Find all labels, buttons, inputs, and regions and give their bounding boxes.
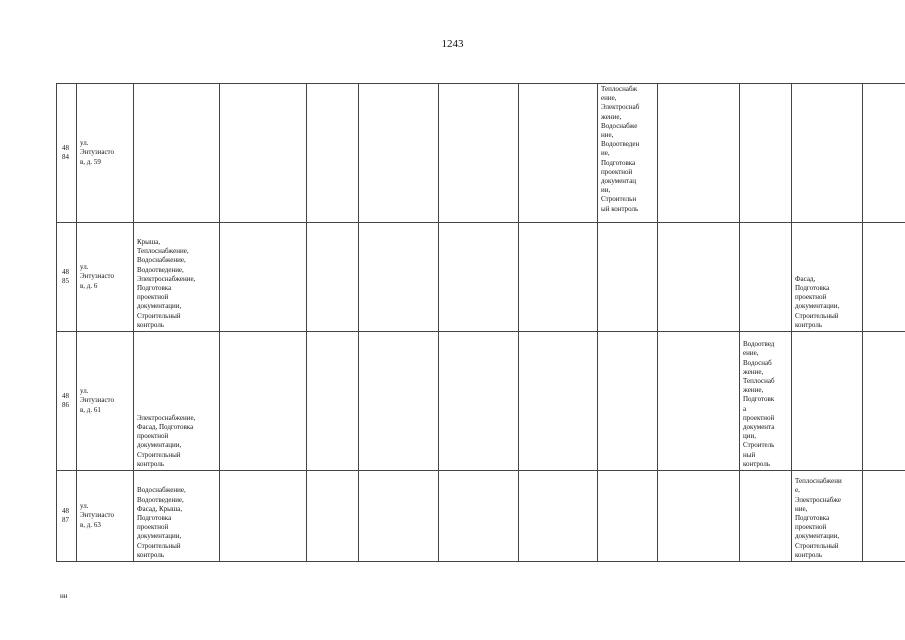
works-cell: Крыша, Теплоснабжение, Водоснабжение, Водоотведение, Электроснабжение, Подготовка проектной документации, Строительный контроль — [134, 223, 220, 332]
empty-cell — [658, 471, 740, 562]
page-number: 1243 — [441, 38, 464, 50]
works-cell: Электроснабжение, Фасад, Подготовка проектной документации, Строительный контроль — [134, 332, 220, 471]
works-cell: Теплоснабж ение, Электроснаб жение, Водоснабже ние, Водоотведен ие, Подготовка проектной документац ии, Строительн ый контроль — [598, 84, 658, 223]
address-cell: ул. Энтузиасто в, д. 59 — [77, 84, 134, 223]
works-cell — [598, 223, 658, 332]
works-cell: Водоотвед ение, Водоснаб жение, Теплоснаб жение, Подготовк а проектной документа ции, Строитель ный контроль — [740, 332, 792, 471]
row-number: 48 84 — [57, 84, 77, 223]
address-cell: ул. Энтузиасто в, д. 63 — [77, 471, 134, 562]
empty-cell — [359, 471, 439, 562]
empty-cell — [863, 471, 905, 562]
works-cell — [740, 223, 792, 332]
empty-cell — [307, 471, 359, 562]
table-row — [57, 223, 905, 332]
empty-cell — [658, 332, 740, 471]
empty-cell — [220, 471, 307, 562]
empty-cell — [439, 471, 519, 562]
address-cell: ул. Энтузиасто в, д. 61 — [77, 332, 134, 471]
table-row — [57, 332, 905, 471]
empty-cell — [519, 471, 598, 562]
empty-cell — [519, 84, 598, 223]
works-cell — [598, 332, 658, 471]
empty-cell — [658, 223, 740, 332]
empty-cell — [439, 223, 519, 332]
empty-cell — [519, 332, 598, 471]
works-cell: Водоснабжение, Водоотведение, Фасад, Крыша, Подготовка проектной документации, Строительный контроль — [134, 471, 220, 562]
empty-cell — [307, 332, 359, 471]
empty-cell — [220, 332, 307, 471]
table-row — [57, 471, 905, 562]
works-cell — [740, 471, 792, 562]
empty-cell — [359, 223, 439, 332]
works-cell — [740, 84, 792, 223]
table-row — [57, 84, 905, 223]
empty-cell — [863, 84, 905, 223]
works-cell — [792, 84, 863, 223]
footer-mark: нн — [60, 592, 68, 600]
works-cell — [792, 332, 863, 471]
works-cell — [598, 471, 658, 562]
address-cell: ул. Энтузиасто в, д. 6 — [77, 223, 134, 332]
empty-cell — [658, 84, 740, 223]
empty-cell — [863, 332, 905, 471]
row-number: 48 87 — [57, 471, 77, 562]
repair-plan-table — [56, 83, 905, 562]
row-number: 48 86 — [57, 332, 77, 471]
works-cell — [134, 84, 220, 223]
empty-cell — [359, 84, 439, 223]
empty-cell — [307, 223, 359, 332]
empty-cell — [439, 332, 519, 471]
empty-cell — [307, 84, 359, 223]
empty-cell — [519, 223, 598, 332]
empty-cell — [439, 84, 519, 223]
empty-cell — [220, 84, 307, 223]
works-cell: Фасад, Подготовка проектной документации, Строительный контроль — [792, 223, 863, 332]
empty-cell — [863, 223, 905, 332]
works-cell: Теплоснабжени е, Электроснабже ние, Подготовка проектной документации, Строительный контроль — [792, 471, 863, 562]
row-number: 48 85 — [57, 223, 77, 332]
empty-cell — [359, 332, 439, 471]
empty-cell — [220, 223, 307, 332]
